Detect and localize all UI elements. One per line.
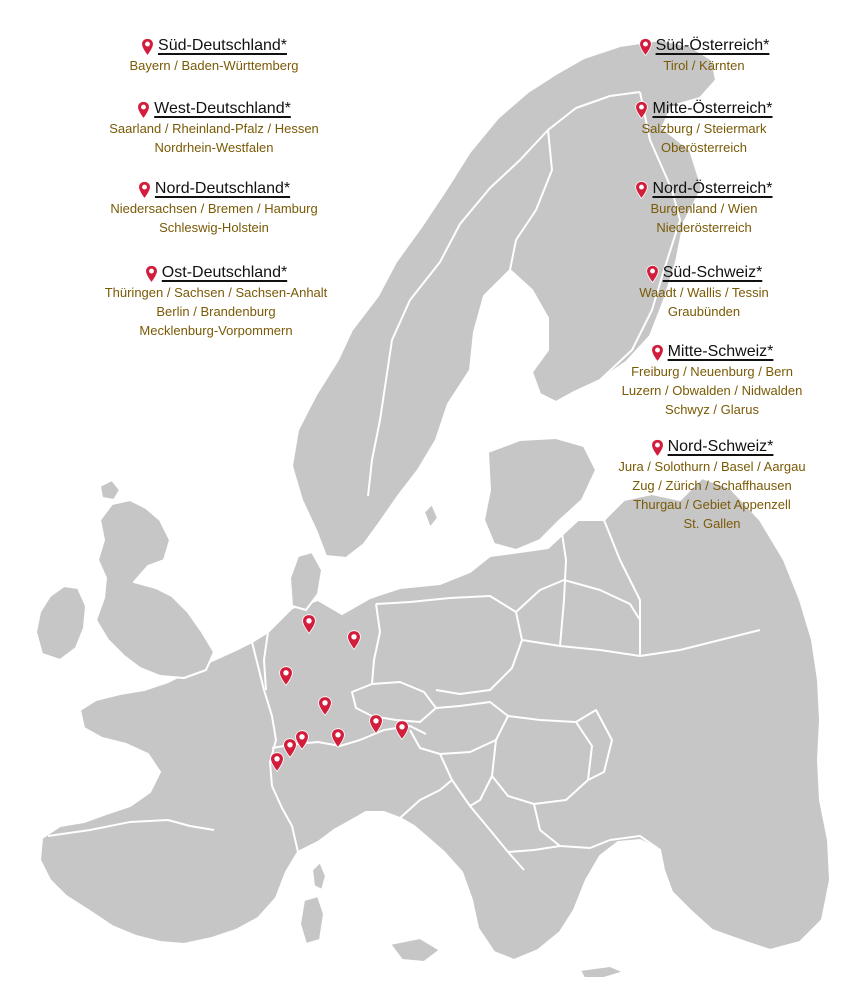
region-title: Süd-Deutschland* xyxy=(158,37,287,54)
region-west-deutschland xyxy=(86,99,342,157)
region-subregions: Graubünden xyxy=(667,304,741,319)
region-subregions: Salzburg / Steiermark xyxy=(641,121,767,136)
map-pin-icon xyxy=(141,38,154,56)
region-title: Nord-Deutschland* xyxy=(154,180,291,197)
map-pin-icon xyxy=(639,38,652,56)
region-subregions: Nordrhein-Westfalen xyxy=(154,140,274,155)
map-pin-icon xyxy=(651,344,664,362)
region-subregions: Tirol / Kärnten xyxy=(663,58,745,73)
region-ost-deutschland xyxy=(80,263,352,340)
region-title: Nord-Schweiz* xyxy=(667,438,774,455)
region-subregions: Waadt / Wallis / Tessin xyxy=(639,285,769,300)
region-subregions: Oberösterreich xyxy=(661,140,747,155)
region-subregions: Thurgau / Gebiet Appenzell xyxy=(633,497,791,512)
shetland xyxy=(100,480,120,500)
region-nord-deutschland xyxy=(86,179,342,237)
region-subregions: Niedersachsen / Bremen / Hamburg xyxy=(110,201,318,216)
region-subregions: Schleswig-Holstein xyxy=(159,220,269,235)
region-title: Nord-Österreich* xyxy=(652,180,773,197)
region-subregions: Niederösterreich xyxy=(656,220,752,235)
region-sued-oesterreich xyxy=(592,36,816,75)
region-title: Mitte-Österreich* xyxy=(652,100,773,117)
region-title: West-Deutschland* xyxy=(154,100,291,117)
gotland xyxy=(424,504,438,528)
region-subregions: Burgenland / Wien xyxy=(650,201,758,216)
region-subregions: Zug / Zürich / Schaffhausen xyxy=(632,478,792,493)
region-title: Mitte-Schweiz* xyxy=(667,343,774,360)
map-pin-icon xyxy=(635,181,648,199)
map-pin-icon xyxy=(651,439,664,457)
region-nord-oesterreich xyxy=(592,179,816,237)
region-sued-deutschland xyxy=(94,36,334,75)
region-title: Süd-Schweiz* xyxy=(662,264,763,281)
region-subregions: Luzern / Obwalden / Nidwalden xyxy=(621,383,803,398)
map-pin-icon xyxy=(137,101,150,119)
sicily xyxy=(390,938,440,962)
region-title: Ost-Deutschland* xyxy=(161,264,288,281)
region-subregions: Thüringen / Sachsen / Sachsen-Anhalt xyxy=(104,285,328,300)
map-pin-icon xyxy=(145,265,158,283)
region-title: Süd-Österreich* xyxy=(655,37,770,54)
region-subregions: Jura / Solothurn / Basel / Aargau xyxy=(618,459,806,474)
region-mitte-oesterreich xyxy=(592,99,816,157)
corsica xyxy=(312,862,326,890)
region-subregions: Schwyz / Glarus xyxy=(665,402,759,417)
crete xyxy=(580,966,624,978)
map-pin-icon xyxy=(138,181,151,199)
region-mitte-schweiz xyxy=(592,342,832,419)
region-nord-schweiz xyxy=(592,437,832,533)
map-pin-icon xyxy=(635,101,648,119)
region-subregions: Saarland / Rheinland-Pfalz / Hessen xyxy=(109,121,319,136)
sardinia xyxy=(300,896,324,944)
region-subregions: Freiburg / Neuenburg / Bern xyxy=(631,364,793,379)
ireland xyxy=(36,586,86,660)
map-pin-icon xyxy=(646,265,659,283)
region-subregions: Berlin / Brandenburg xyxy=(156,304,276,319)
great-britain xyxy=(96,500,214,678)
region-subregions: Bayern / Baden-Württemberg xyxy=(129,58,299,73)
region-subregions: St. Gallen xyxy=(683,516,741,531)
region-subregions: Mecklenburg-Vorpommern xyxy=(139,323,293,338)
region-sued-schweiz xyxy=(592,263,816,321)
